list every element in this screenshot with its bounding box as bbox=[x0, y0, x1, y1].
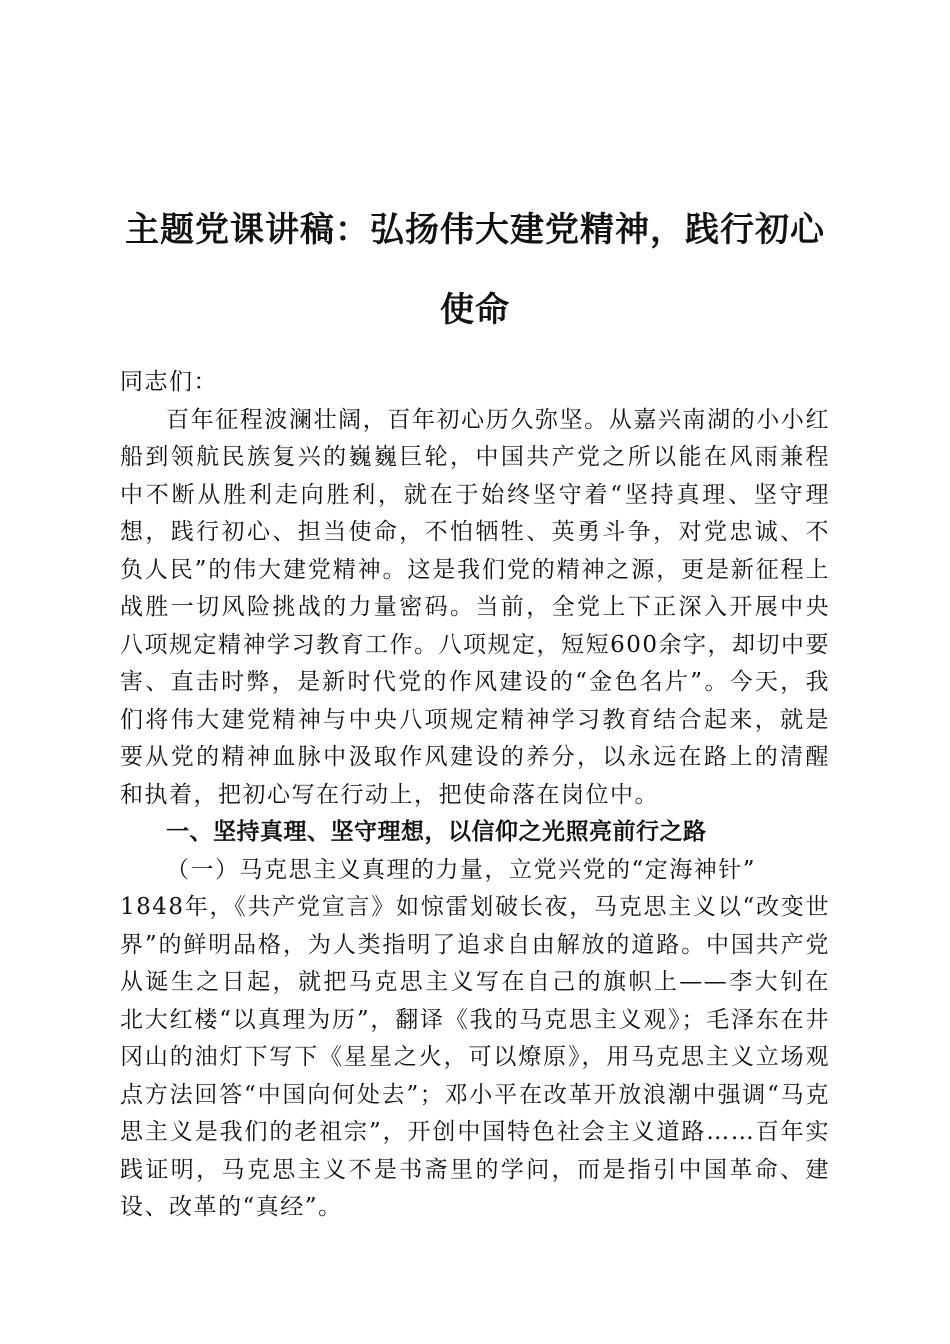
subsection-1-paragraph: 1848年，《共产党宣言》如惊雷划破长夜，马克思主义以“改变世界”的鲜明品格，为人类指明了追求自由解放的道路。中国共产党从诞生之日起，就把马克思主义写在自己的旗帜上——李大钊在北大红楼“以真理为历”，翻译《我的马克思主义观》；毛泽东在井冈山的油灯下写下《星星之火，可以燎原》，用马克思主义立场观点方法回答“中国向何处去”；邓小平在改革开放浪潮中强调“马克思主义是我们的老祖宗”，开创中国特色社会主义道路……百年实践证明，马克思主义不是书斋里的学问，而是指引中国革命、建设、改革的“真经”。 bbox=[120, 894, 830, 1220]
document-body bbox=[120, 364, 830, 1227]
document-title bbox=[100, 190, 850, 350]
title-line-1: 主题党课讲稿：弘扬伟大建党精神，践行初心 bbox=[125, 210, 825, 250]
intro-paragraph: 百年征程波澜壮阔，百年初心历久弥坚。从嘉兴南湖的小小红船到领航民族复兴的巍巍巨轮，中国共产党之所以能在风雨兼程中不断从胜利走向胜利，就在于始终坚守着“坚持真理、坚守理想，践行初心、担当使命，不怕牺牲、英勇斗争，对党忠诚、不负人民”的伟大建党精神。这是我们党的精神之源，更是新征程上战胜一切风险挑战的力量密码。当前，全党上下正深入开展中央八项规定精神学习教育工作。八项规定，短短600余字，却切中要害、直击时弊，是新时代党的作风建设的“金色名片”。今天，我们将伟大建党精神与中央八项规定精神学习教育结合起来，就是要从党的精神血脉中汲取作风建设的养分，以永远在路上的清醒和执着，把初心写在行动上，把使命落在岗位中。 bbox=[120, 406, 830, 808]
salutation: 同志们： bbox=[120, 369, 218, 395]
section-1-heading: 一、坚持真理、坚守理想，以信仰之光照亮前行之路 bbox=[166, 819, 707, 845]
title-line-2: 使命 bbox=[440, 290, 510, 330]
subsection-1-heading: （一）马克思主义真理的力量，立党兴党的“定海神针” bbox=[166, 856, 757, 883]
